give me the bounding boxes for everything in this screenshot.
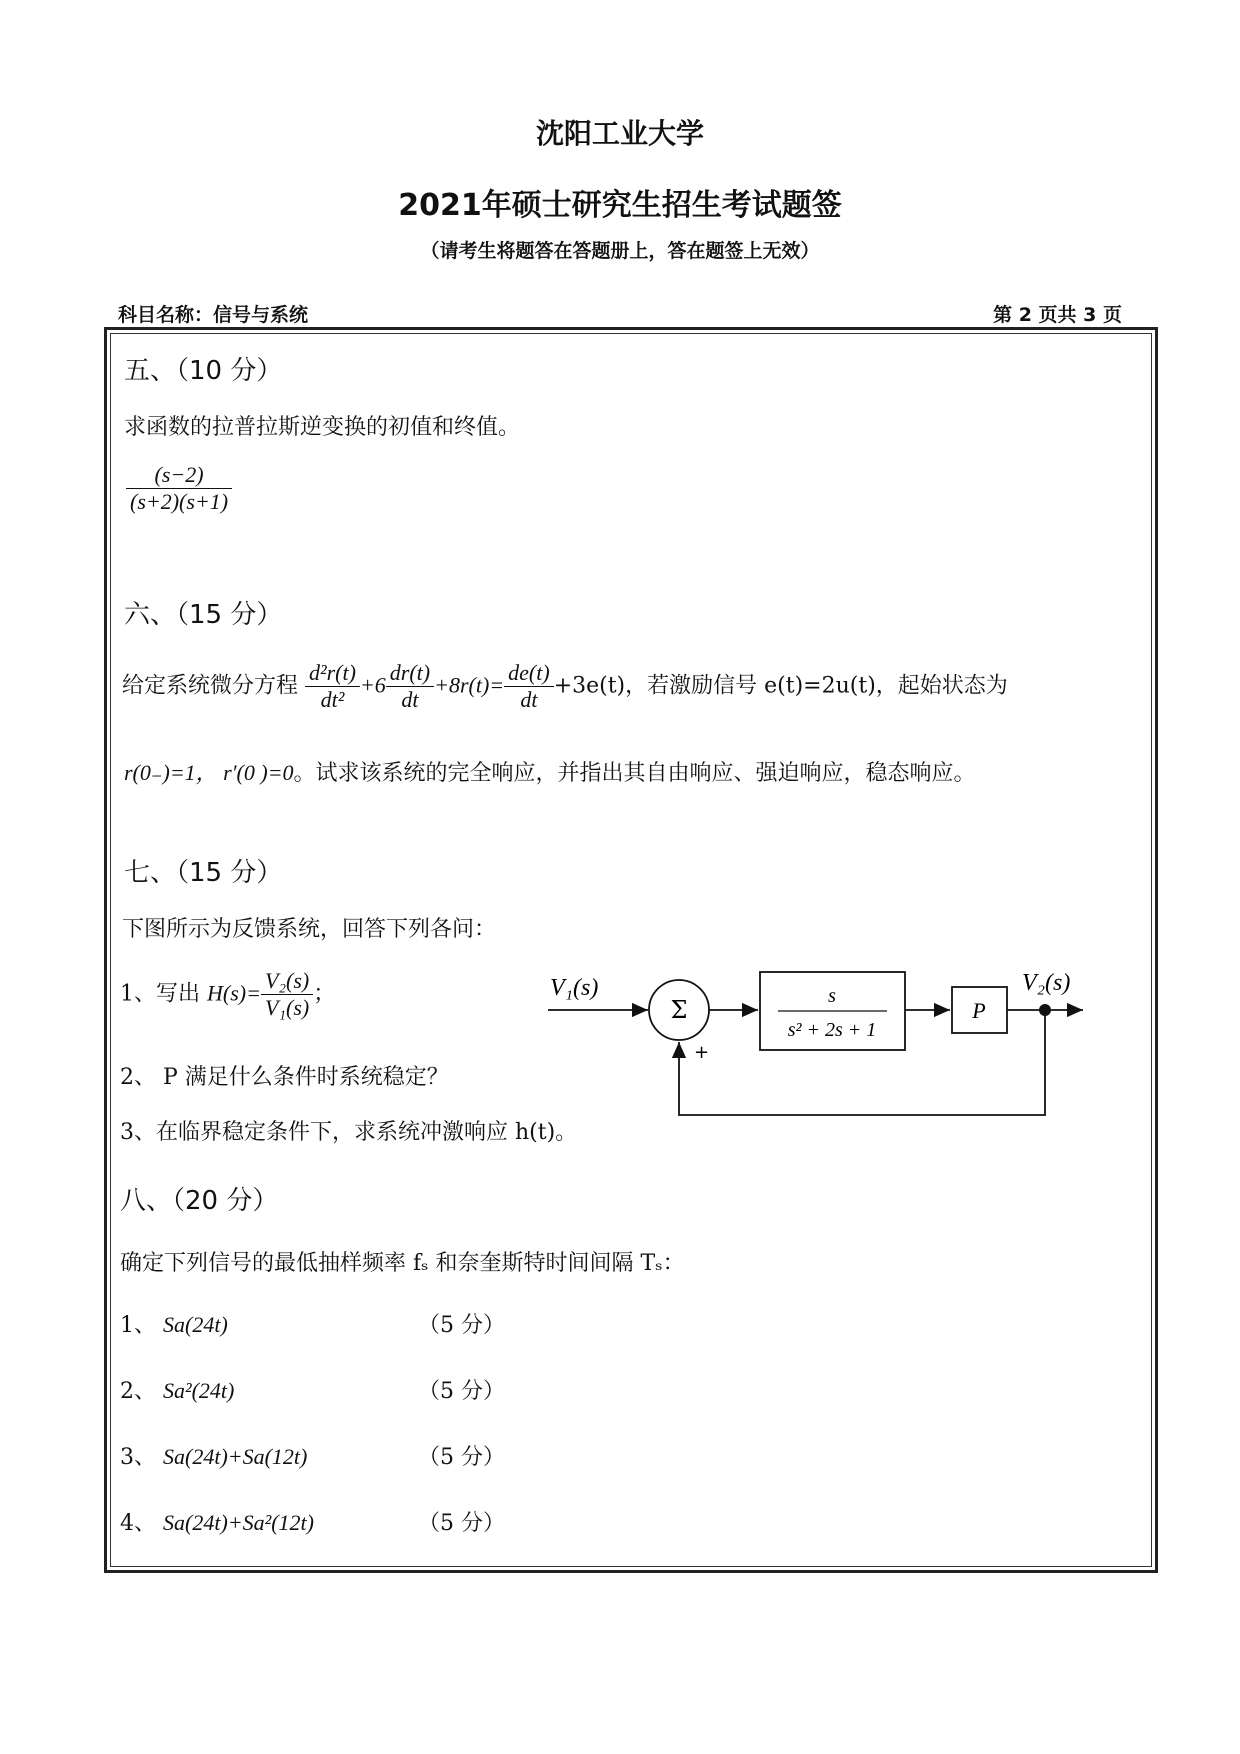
q8-item-number: 4、 <box>120 1511 156 1536</box>
q8-item-expr: Sa(24t)+Sa(12t) <box>163 1444 308 1469</box>
q6-term4: +3e(t)，若激励信号 e(t)=2u(t)，起始状态为 <box>553 673 1008 699</box>
q8-heading: 八、（20 分） <box>120 1186 279 1216</box>
q6-initial-conditions <box>124 756 976 787</box>
q6-frac2-den: dt <box>401 687 419 712</box>
q7-item1-suffix: ； <box>313 981 336 1007</box>
tf-denominator: s² + 2s + 1 <box>787 1019 877 1041</box>
q7-item1-prefix: 1、写出 <box>120 981 200 1007</box>
q7-item1 <box>120 968 335 1021</box>
q8-item-4-points: （5 分） <box>418 1511 505 1536</box>
q7-heading: 七、（15 分） <box>124 858 283 888</box>
q6-term2: +6 <box>359 672 386 698</box>
q6-term3: +8r(t)= <box>434 672 505 698</box>
q8-intro: 确定下列信号的最低抽样频率 fₛ 和奈奎斯特时间间隔 Tₛ： <box>120 1251 685 1276</box>
q5-formula <box>126 462 232 515</box>
q8-item-number: 3、 <box>120 1445 156 1470</box>
q7-item1-h: H(s)= <box>207 980 261 1006</box>
q7-item1-den: V₁(s) <box>264 995 310 1020</box>
subject-name: 科目名称：信号与系统 <box>118 304 309 326</box>
university-name: 沈阳工业大学 <box>535 117 704 150</box>
q6-frac1-den: dt² <box>320 687 345 712</box>
q8-item-2 <box>120 1374 234 1405</box>
q8-item-number: 1、 <box>120 1313 156 1338</box>
q7-item2: 2、 P 满足什么条件时系统稳定？ <box>120 1065 449 1090</box>
exam-notice: （请考生将题答在答题册上，答在题签上无效） <box>420 240 820 262</box>
page-info: 第 2 页共 3 页 <box>993 304 1122 326</box>
feedback-block-diagram <box>530 950 1100 1130</box>
gain-label: P <box>972 998 986 1023</box>
q6-frac2-num: dr(t) <box>386 660 434 687</box>
tf-numerator: s <box>828 985 836 1007</box>
q5-numerator: (s−2) <box>126 462 232 489</box>
q8-item-expr: Sa²(24t) <box>163 1378 235 1403</box>
q6-heading: 六、（15 分） <box>124 600 283 630</box>
q7-item3: 3、在临界稳定条件下，求系统冲激响应 h(t)。 <box>120 1120 578 1145</box>
q6-prefix: 给定系统微分方程 <box>122 673 299 699</box>
sum-symbol: Σ <box>670 996 688 1024</box>
q8-item-2-points: （5 分） <box>418 1379 505 1404</box>
diagram-input-label: V₁(s) <box>550 975 599 1001</box>
q5-text: 求函数的拉普拉斯逆变换的初值和终值。 <box>124 415 521 440</box>
exam-title: 2021年硕士研究生招生考试题签 <box>398 188 842 223</box>
diagram-output-label: V₂(s) <box>1022 970 1071 996</box>
q6-frac1-num: d²r(t) <box>305 660 360 687</box>
q8-item-1-points: （5 分） <box>418 1313 505 1338</box>
q8-item-expr: Sa(24t)+Sa²(12t) <box>163 1510 314 1535</box>
q6-equation-line <box>122 660 1008 713</box>
q6-frac3-den: dt <box>520 687 538 712</box>
q8-item-number: 2、 <box>120 1379 156 1404</box>
q6-line2-math: r(0₋)=1， r′(0 )=0 <box>124 760 294 785</box>
q5-heading: 五、（10 分） <box>124 356 283 386</box>
feedback-plus-sign: + <box>694 1042 710 1063</box>
q8-item-3 <box>120 1440 307 1471</box>
q8-item-4 <box>120 1506 314 1537</box>
q6-frac3-num: de(t) <box>504 660 554 687</box>
q8-item-1 <box>120 1308 228 1339</box>
q6-line2-text: 。试求该系统的完全响应，并指出其自由响应、强迫响应，稳态响应。 <box>293 761 976 786</box>
q7-item1-num: V₂(s) <box>261 968 313 995</box>
q8-item-3-points: （5 分） <box>418 1445 505 1470</box>
q7-intro: 下图所示为反馈系统，回答下列各问： <box>122 917 497 942</box>
q8-item-expr: Sa(24t) <box>163 1312 228 1337</box>
q5-denominator: (s+2)(s+1) <box>130 489 229 514</box>
